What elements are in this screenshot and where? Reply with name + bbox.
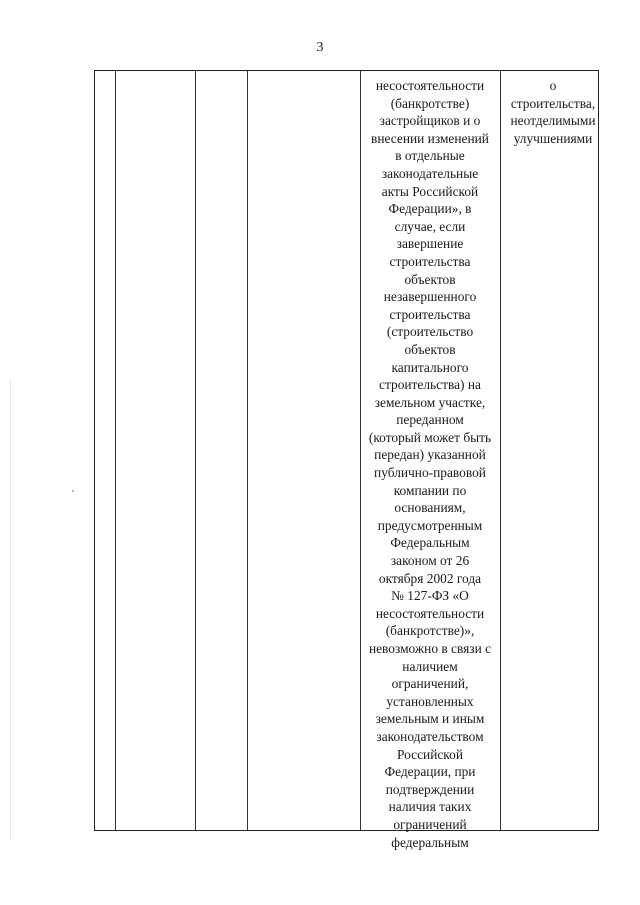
page-number: 3 [316, 40, 324, 55]
table-cell-column-5: несостоятельности (банкротстве) застройщиков и о внесении изменений в отдельные законодательные акты Российской Федерации», в случае, если завершение строительства объектов незавершенного строительства (строительство объектов капитального строительства) на земельном участке, переданном (который может быть передан) указанной публично-правовой компании по основаниям, предусмотренным Федеральным законом от 26 октября 2002 года № 127-ФЗ «О несостоятельности (банкротстве)», невозможно в связи с наличием ограничений, установленных земельным и иным законодательством Российской Федерации, при подтверждении наличия таких ограничений федеральным [368, 78, 492, 850]
column-divider-3 [247, 71, 248, 830]
scan-edge-mark [10, 380, 11, 840]
document-table [94, 70, 599, 850]
table-cell-column-6: о строительства, неотделимыми улучшениями [510, 78, 596, 146]
column-divider-2 [195, 71, 196, 830]
column-divider-1 [115, 71, 116, 830]
scan-dot [72, 490, 74, 492]
